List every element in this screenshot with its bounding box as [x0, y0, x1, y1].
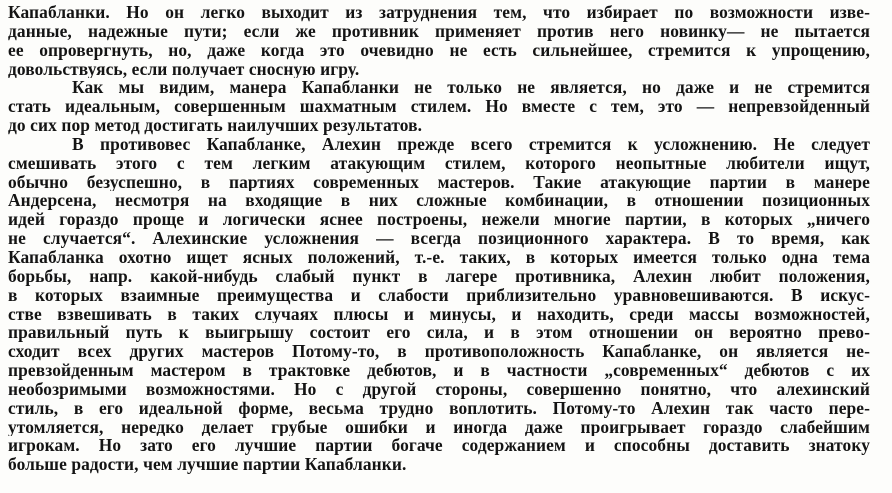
text-line: утомляется, нередко делает грубые ошибки и иногда даже проигрывает гораздо слабейшим	[8, 417, 870, 437]
body-text	[8, 3, 870, 474]
text-line: правильный путь к выигрышу состоит его сила, и в этом отношении он вероятно прево-	[8, 323, 870, 343]
text-line: В противовес Капабланке, Алехин прежде всего стремится к усложнению. Не следует	[72, 134, 870, 154]
text-line: сходит всех других мастеров Потому-то, в противоположность Капабланке, он является не-	[8, 342, 870, 362]
text-line: смешивать этого с тем легким атакующим стилем, которого неопытные любители ищут,	[8, 153, 870, 173]
text-line: в которых взаимные преимущества и слабости приблизительно уравновешиваются. В искус-	[8, 285, 870, 305]
text-line: Как мы видим, манера Капабланки не только не является, но даже и не стремится	[72, 78, 870, 98]
text-line: Андерсена, несмотря на входящие в них сложные комбинации, в отношении позиционных	[8, 191, 870, 211]
text-line: довольствуясь, если получает сносную игру.	[8, 59, 360, 79]
text-line: идей гораздо проще и логически яснее построены, нежели многие партии, в которых „ничего	[8, 210, 870, 230]
text-line: Капабланка охотно ищет ясных положений, т.-е. таких, в которых имеется только одна тема	[8, 247, 870, 267]
text-line: стать идеальным, совершенным шахматным стилем. Но вместе с тем, это — непревзойденный	[8, 97, 870, 117]
text-line: Капабланки. Но он легко выходит из затруднения тем, что избирает по возможности изве-	[8, 3, 870, 22]
text-line: не случается“. Алехинские усложнения — всегда позиционного характера. В то время, как	[8, 229, 870, 248]
text-line: обычно безуспешно, в партиях современных мастеров. Такие атакующие партии в манере	[8, 172, 870, 192]
text-line: стве взвешивать в таких случаях плюсы и минусы, и находить, среди массы возможностей,	[8, 304, 870, 324]
text-line: стиль, в его идеальной форме, весьма трудно воплотить. Потому-то Алехин так часто пере-	[8, 398, 870, 418]
text-line: данные, надежные пути; если же противник применяет против него новинку— не пытается	[8, 21, 870, 41]
text-line: ее опровергнуть, но, даже когда это очевидно не есть сильнейшее, стремится к упрощению,	[8, 40, 870, 60]
text-line: до сих пор метод достигать наилучших результатов.	[8, 116, 423, 135]
text-line: игрокам. Но зато его лучшие партии богаче содержанием и способны доставить знатоку	[8, 436, 870, 456]
text-line: необозримыми возможностями. Но с другой стороны, совершенно понятно, что алехинский	[8, 379, 870, 399]
text-line: больше радости, чем лучшие партии Капабланки.	[8, 455, 407, 475]
text-line: борьбы, напр. какой-нибудь слабый пункт в лагере противника, Алехин любит положения,	[8, 266, 870, 286]
text-line: превзойденным мастером в трактовке дебютов, и в частности „современных“ дебютов с их	[8, 361, 870, 380]
